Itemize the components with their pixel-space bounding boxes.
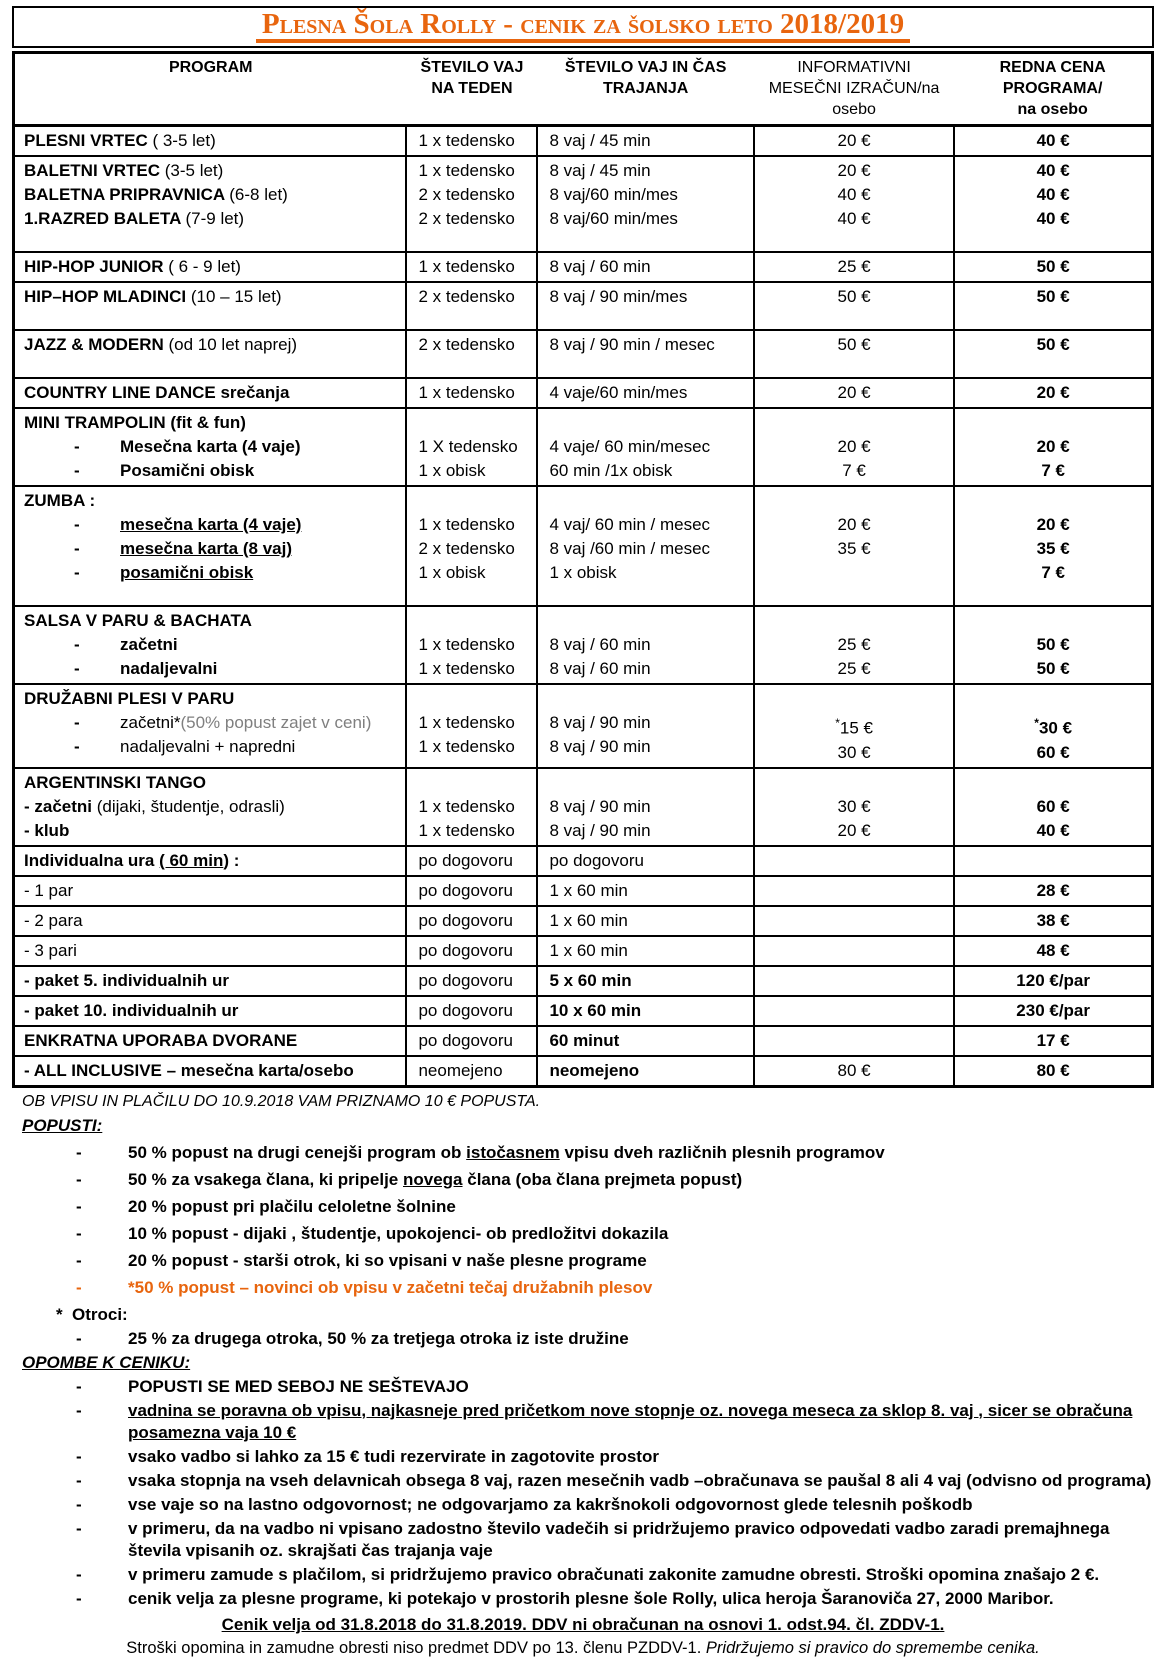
cell-program: ARGENTINSKI TANGO - začetni (dijaki, študentje, odrasli) - klub bbox=[14, 768, 407, 846]
cell-weekly: 1 x tedensko bbox=[406, 252, 537, 282]
cell-duration: 8 vaj / 45 min bbox=[537, 126, 753, 157]
table-row bbox=[14, 156, 1153, 252]
cell-price: 40 € 40 € 40 € bbox=[954, 156, 1152, 252]
cell-monthly bbox=[754, 996, 954, 1026]
opombe-heading: OPOMBE K CENIKU: bbox=[22, 1352, 191, 1372]
dash-bullet: - bbox=[76, 1142, 82, 1162]
header-cell-program: PROGRAM bbox=[14, 53, 407, 126]
cell-monthly bbox=[754, 906, 954, 936]
dash-bullet: - bbox=[76, 1518, 82, 1538]
validity-note: Cenik velja od 31.8.2018 do 31.8.2019. DDV ni obračunan na osnovi 1. odst.94. čl. ZDDV-1. bbox=[221, 1614, 945, 1634]
dash-bullet: - bbox=[76, 1277, 82, 1297]
asterisk-marker: * bbox=[56, 1304, 63, 1324]
cell-weekly: po dogovoru bbox=[406, 966, 537, 996]
table-row bbox=[14, 330, 1153, 378]
cell-duration: 1 x 60 min bbox=[537, 936, 753, 966]
note-item: - 20 % popust - starši otrok, ki so vpisani v naše plesne programe bbox=[76, 1250, 647, 1270]
cell-program: COUNTRY LINE DANCE srečanja bbox=[14, 378, 407, 408]
dash-bullet: - bbox=[76, 1564, 82, 1584]
cell-monthly: 20 € 7 € bbox=[754, 408, 954, 486]
table-row bbox=[14, 906, 1153, 936]
cell-monthly: 20 € 35 € bbox=[754, 486, 954, 606]
note-item: - 50 % popust na drugi cenejši program ob istočasnem vpisu dveh različnih plesnih programov bbox=[76, 1142, 885, 1162]
cell-monthly: *15 € 30 € bbox=[754, 684, 954, 768]
cell-weekly: po dogovoru bbox=[406, 996, 537, 1026]
entry-discount-note: OB VPISU IN PLAČILU DO 10.9.2018 VAM PRIZNAMO 10 € POPUSTA. bbox=[22, 1092, 541, 1110]
cell-weekly: neomejeno bbox=[406, 1056, 537, 1087]
table-row bbox=[14, 486, 1153, 606]
cell-monthly bbox=[754, 846, 954, 876]
note-item: - vadnina se poravna ob vpisu, najkasneje pred pričetkom nove stopnje oz. novega meseca za sklop 8. vaj , sicer se obračuna posamezna vaja 10 € bbox=[76, 1400, 1133, 1442]
note-item: - vsako vadbo si lahko za 15 € tudi rezervirate in zagotovite prostor bbox=[76, 1446, 659, 1466]
cell-program: BALETNI VRTEC (3-5 let) BALETNA PRIPRAVNICA (6-8 let) 1.RAZRED BALETA (7-9 let) bbox=[14, 156, 407, 252]
cell-weekly: po dogovoru bbox=[406, 876, 537, 906]
dash-bullet: - bbox=[76, 1169, 82, 1189]
cell-duration: 10 x 60 min bbox=[537, 996, 753, 1026]
dash-bullet: - bbox=[74, 539, 80, 558]
cell-duration: 4 vaje/ 60 min/mesec 60 min /1x obisk bbox=[537, 408, 753, 486]
dash-bullet: - bbox=[76, 1400, 82, 1420]
dash-bullet: - bbox=[74, 461, 80, 480]
dash-bullet: - bbox=[76, 1196, 82, 1216]
cell-price: 50 € bbox=[954, 282, 1152, 330]
cell-monthly: 25 € bbox=[754, 252, 954, 282]
table-row bbox=[14, 378, 1153, 408]
cell-price: 48 € bbox=[954, 936, 1152, 966]
cell-program: - paket 10. individualnih ur bbox=[14, 996, 407, 1026]
table-header-row bbox=[14, 53, 1153, 126]
table-row bbox=[14, 1056, 1153, 1087]
cell-program: HIP-HOP JUNIOR ( 6 - 9 let) bbox=[14, 252, 407, 282]
cell-price: 230 €/par bbox=[954, 996, 1152, 1026]
cell-price: 60 € 40 € bbox=[954, 768, 1152, 846]
cell-monthly: 20 € bbox=[754, 378, 954, 408]
cell-price: 50 € 50 € bbox=[954, 606, 1152, 684]
note-item: - cenik velja za plesne programe, ki potekajo v prostorih plesne šole Rolly, ulica heroja Šaranoviča 27, 2000 Maribor. bbox=[76, 1588, 1054, 1608]
note-item: - 10 % popust - dijaki , študentje, upokojenci- ob predložitvi dokazila bbox=[76, 1223, 669, 1243]
cell-weekly: 1 x tedensko 2 x tedensko 2 x tedensko bbox=[406, 156, 537, 252]
cell-program: Individualna ura ( 60 min) : bbox=[14, 846, 407, 876]
cell-program: - ALL INCLUSIVE – mesečna karta/osebo bbox=[14, 1056, 407, 1087]
note-item: - POPUSTI SE MED SEBOJ NE SEŠTEVAJO bbox=[76, 1376, 469, 1396]
cell-price: 50 € bbox=[954, 252, 1152, 282]
price-table-body bbox=[14, 126, 1153, 1087]
dash-bullet: - bbox=[76, 1470, 82, 1490]
cell-weekly: po dogovoru bbox=[406, 846, 537, 876]
opombe-list bbox=[12, 1376, 1154, 1610]
cell-monthly: 25 € 25 € bbox=[754, 606, 954, 684]
table-row bbox=[14, 936, 1153, 966]
cell-program: PLESNI VRTEC ( 3-5 let) bbox=[14, 126, 407, 157]
cell-monthly bbox=[754, 1026, 954, 1056]
table-row bbox=[14, 876, 1153, 906]
dash-bullet: - bbox=[76, 1588, 82, 1608]
table-row bbox=[14, 996, 1153, 1026]
cell-program: ZUMBA : - mesečna karta (4 vaje) - mesečna karta (8 vaj) - posamični obisk bbox=[14, 486, 407, 606]
cell-weekly: 1 X tedensko 1 x obisk bbox=[406, 408, 537, 486]
cell-weekly: 1 x tedensko 1 x tedensko bbox=[406, 606, 537, 684]
note-item: - vsaka stopnja na vseh delavnicah obsega 8 vaj, razen mesečnih vadb –obračunava se paušal 8 ali 4 vaj (odvisno od programa) bbox=[76, 1470, 1152, 1490]
cell-price: 20 € 35 € 7 € bbox=[954, 486, 1152, 606]
cell-duration: 8 vaj / 90 min 8 vaj / 90 min bbox=[537, 768, 753, 846]
cell-price: 17 € bbox=[954, 1026, 1152, 1056]
cell-price bbox=[954, 846, 1152, 876]
table-row bbox=[14, 282, 1153, 330]
popusti-list bbox=[12, 1142, 1154, 1299]
dash-bullet: - bbox=[76, 1223, 82, 1243]
cell-program: MINI TRAMPOLIN (fit & fun) - Mesečna karta (4 vaje) - Posamični obisk bbox=[14, 408, 407, 486]
otroci-heading-label: Otroci: bbox=[72, 1304, 128, 1324]
cell-price: 20 € bbox=[954, 378, 1152, 408]
cell-weekly: 1 x tedensko 1 x tedensko bbox=[406, 684, 537, 768]
cell-monthly bbox=[754, 966, 954, 996]
note-item: - 50 % za vsakega člana, ki pripelje novega člana (oba člana prejmeta popust) bbox=[76, 1169, 743, 1189]
cell-duration: 8 vaj / 90 min / mesec bbox=[537, 330, 753, 378]
table-row bbox=[14, 966, 1153, 996]
cell-weekly: 1 x tedensko bbox=[406, 378, 537, 408]
cell-program: DRUŽABNI PLESI V PARU - začetni*(50% popust zajet v ceni) - nadaljevalni + napredni bbox=[14, 684, 407, 768]
dash-bullet: - bbox=[76, 1250, 82, 1270]
cell-duration: 8 vaj / 60 min bbox=[537, 252, 753, 282]
dash-bullet: - bbox=[74, 515, 80, 534]
cell-monthly bbox=[754, 876, 954, 906]
dash-bullet: - bbox=[74, 713, 80, 732]
table-row bbox=[14, 408, 1153, 486]
table-row bbox=[14, 768, 1153, 846]
cell-weekly: po dogovoru bbox=[406, 936, 537, 966]
header-cell-price: REDNA CENA PROGRAMA/ na osebo bbox=[954, 53, 1152, 126]
cell-duration: 4 vaje/60 min/mes bbox=[537, 378, 753, 408]
cell-program: JAZZ & MODERN (od 10 let naprej) bbox=[14, 330, 407, 378]
header-cell-weekly: ŠTEVILO VAJ NA TEDEN bbox=[406, 53, 537, 126]
table-row bbox=[14, 684, 1153, 768]
cell-duration: 5 x 60 min bbox=[537, 966, 753, 996]
title-box bbox=[12, 6, 1154, 48]
cell-program: SALSA V PARU & BACHATA - začetni - nadaljevalni bbox=[14, 606, 407, 684]
popusti-heading: POPUSTI: bbox=[22, 1115, 103, 1135]
cell-weekly: 1 x tedensko bbox=[406, 126, 537, 157]
cell-duration: 4 vaj/ 60 min / mesec 8 vaj /60 min / mesec 1 x obisk bbox=[537, 486, 753, 606]
cell-weekly: po dogovoru bbox=[406, 906, 537, 936]
table-row bbox=[14, 846, 1153, 876]
cell-price: *30 € 60 € bbox=[954, 684, 1152, 768]
cell-monthly: 20 € 40 € 40 € bbox=[754, 156, 954, 252]
dash-bullet: - bbox=[74, 563, 80, 582]
notes-section bbox=[12, 1091, 1154, 1660]
dash-bullet: - bbox=[76, 1494, 82, 1514]
cell-duration: 60 minut bbox=[537, 1026, 753, 1056]
cell-monthly: 80 € bbox=[754, 1056, 954, 1087]
dash-bullet: - bbox=[76, 1328, 82, 1348]
dash-bullet: - bbox=[74, 635, 80, 654]
note-item: - *50 % popust – novinci ob vpisu v začetni tečaj družabnih plesov bbox=[76, 1277, 653, 1297]
dash-bullet: - bbox=[74, 659, 80, 678]
cell-program: HIP–HOP MLADINCI (10 – 15 let) bbox=[14, 282, 407, 330]
table-row bbox=[14, 1026, 1153, 1056]
cell-program: - 3 pari bbox=[14, 936, 407, 966]
header-cell-duration: ŠTEVILO VAJ IN ČAS TRAJANJA bbox=[537, 53, 753, 126]
note-item: - v primeru, da na vadbo ni vpisano zadostno število vadečih si pridržujemo pravico odpovedati vadbo zaradi premajhnega števila vpisanih oz. skrajšati čas trajanja vaje bbox=[76, 1518, 1110, 1560]
note-item: - vse vaje so na lastno odgovornost; ne odgovarjamo za kakršnokoli odgovornost glede telesnih poškodb bbox=[76, 1494, 973, 1514]
cell-duration: 8 vaj / 90 min/mes bbox=[537, 282, 753, 330]
cell-monthly: 50 € bbox=[754, 330, 954, 378]
cell-price: 50 € bbox=[954, 330, 1152, 378]
cell-duration: 8 vaj / 90 min 8 vaj / 90 min bbox=[537, 684, 753, 768]
table-row bbox=[14, 606, 1153, 684]
dash-bullet: - bbox=[76, 1446, 82, 1466]
cell-duration: 8 vaj / 60 min 8 vaj / 60 min bbox=[537, 606, 753, 684]
table-row bbox=[14, 126, 1153, 157]
cell-duration: 8 vaj / 45 min 8 vaj/60 min/mes 8 vaj/60 min/mes bbox=[537, 156, 753, 252]
cell-weekly: po dogovoru bbox=[406, 1026, 537, 1056]
dash-bullet: - bbox=[76, 1376, 82, 1396]
cell-duration: 1 x 60 min bbox=[537, 876, 753, 906]
cell-duration: neomejeno bbox=[537, 1056, 753, 1087]
cell-price: 20 € 7 € bbox=[954, 408, 1152, 486]
cell-monthly: 20 € bbox=[754, 126, 954, 157]
cell-duration: po dogovoru bbox=[537, 846, 753, 876]
cell-program: ENKRATNA UPORABA DVORANE bbox=[14, 1026, 407, 1056]
header-cell-monthly: INFORMATIVNI MESEČNI IZRAČUN/na osebo bbox=[754, 53, 954, 126]
cell-weekly: 1 x tedensko 2 x tedensko 1 x obisk bbox=[406, 486, 537, 606]
cell-price: 80 € bbox=[954, 1056, 1152, 1087]
page-title: Plesna Šola Rolly - cenik za šolsko leto 2018/2019 bbox=[256, 9, 910, 43]
price-table bbox=[12, 51, 1154, 1088]
otroci-heading bbox=[12, 1304, 1154, 1326]
cell-program: - 1 par bbox=[14, 876, 407, 906]
cell-price: 28 € bbox=[954, 876, 1152, 906]
cell-price: 120 €/par bbox=[954, 966, 1152, 996]
cell-monthly bbox=[754, 936, 954, 966]
cell-monthly: 30 € 20 € bbox=[754, 768, 954, 846]
note-item: - 20 % popust pri plačilu celoletne šolnine bbox=[76, 1196, 456, 1216]
dash-bullet: - bbox=[74, 437, 80, 456]
cell-price: 40 € bbox=[954, 126, 1152, 157]
cell-program: - 2 para bbox=[14, 906, 407, 936]
cell-duration: 1 x 60 min bbox=[537, 906, 753, 936]
otroci-list bbox=[12, 1328, 1154, 1350]
footer-note: Stroški opomina in zamudne obresti niso predmet DDV po 13. členu PZDDV-1. Pridržujemo si pravico do spremembe cenika. bbox=[126, 1638, 1040, 1657]
note-item: - 25 % za drugega otroka, 50 % za tretjega otroka iz iste družine bbox=[76, 1328, 629, 1348]
cell-weekly: 1 x tedensko 1 x tedensko bbox=[406, 768, 537, 846]
table-row bbox=[14, 252, 1153, 282]
cell-weekly: 2 x tedensko bbox=[406, 330, 537, 378]
cell-price: 38 € bbox=[954, 906, 1152, 936]
note-item: - v primeru zamude s plačilom, si pridržujemo pravico obračunati zakonite zamudne obresti. Stroški opomina znašajo 2 €. bbox=[76, 1564, 1100, 1584]
cell-monthly: 50 € bbox=[754, 282, 954, 330]
cell-weekly: 2 x tedensko bbox=[406, 282, 537, 330]
dash-bullet: - bbox=[74, 737, 80, 756]
cell-program: - paket 5. individualnih ur bbox=[14, 966, 407, 996]
